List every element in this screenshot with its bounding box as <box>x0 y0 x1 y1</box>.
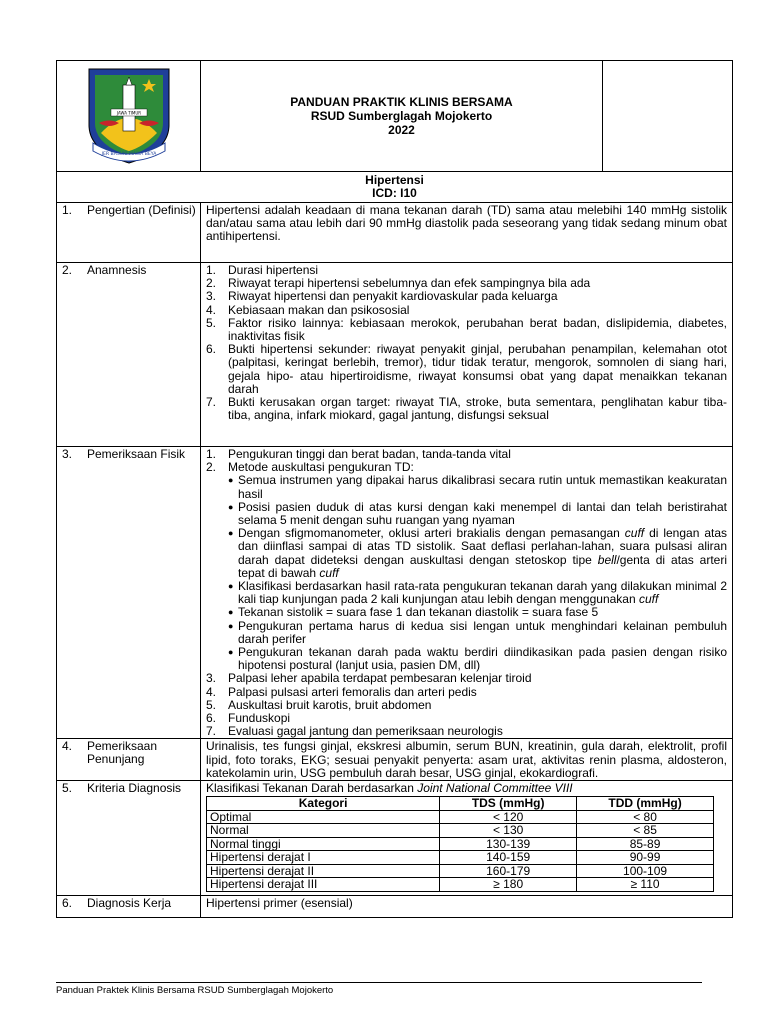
footer-text: Panduan Praktek Klinis Bersama RSUD Sumberglagah Mojokerto <box>56 985 334 996</box>
column-header: Kategori <box>207 797 440 811</box>
logo-motto: JER BASUKI MAWA BEYA <box>101 151 156 157</box>
section-row <box>57 203 733 263</box>
supporting-exam-text: Urinalisis, tes fungsi ginjal, ekskresi albumin, serum BUN, kreatinin, gula darah, elektrolit, profil lipid, foto toraks, EKG; sesuai penyakit penyerta: asam urat, aktivitas renin plasma, aldosteron, katekolamin urin, USG pembuluh darah besar, USG ginjal, ekokardiografi. <box>206 739 727 780</box>
list-item: 5. Faktor risiko lainnya: kebiasaan merokok, perubahan berat badan, dislipidemia, diabetes, inaktivitas fisik <box>206 315 727 344</box>
list-item: 6. Bukti hipertensi sekunder: riwayat penyakit ginjal, perubahan penampilan, kelemahan otot (palpitasi, keringat berlebih, tremor), tidur tidak teratur, mengorok, somnolen di siang hari, gejala hipo- atau hipertiroidisme, riwayat konsumsi obat yang dapat menaikkan tekanan darah <box>206 342 727 396</box>
section-number: 2. <box>62 263 73 277</box>
list-item: 7. Evaluasi gagal jantung dan pemeriksaan neurologis <box>206 724 503 739</box>
section-label: Anamnesis <box>87 263 147 277</box>
section-row <box>57 781 733 896</box>
section-number: 1. <box>62 203 73 217</box>
definition-text: Hipertensi adalah keadaan di mana tekanan darah (TD) sama atau melebihi 140 mmHg sistolik dan/atau sama atau lebih dari 90 mmHg diastolik pada seseorang yang tidak sedang minum obat antihipertensi. <box>206 203 727 244</box>
province-emblem-icon <box>79 63 179 167</box>
table-row: Optimal < 120 < 80 <box>207 810 714 824</box>
bullet-item: ● Dengan sfigmomanometer, oklusi arteri brakialis dengan pemasangan cuff di lengan atas dan diinflasi sampai di atas TD sistolik. Saat deflasi perlahan-lahan, suara pulsasi aliran darah dapat dideteksi dengan auskultasi dengan stetoskop tipe bell/genta di atas arteri tepat di bawah cuff <box>228 526 727 580</box>
year: 2022 <box>388 123 415 137</box>
bp-classification-table <box>206 796 714 892</box>
list-item: 1. Pengukuran tinggi dan berat badan, tanda-tanda vital <box>206 447 511 461</box>
table-header-row <box>207 797 714 811</box>
bp-method-bullets <box>228 474 727 672</box>
diagnosis-name: Hipertensi <box>365 173 424 187</box>
section-number: 4. <box>62 739 73 754</box>
guideline-table <box>56 60 733 918</box>
section-content <box>201 203 733 263</box>
document-page <box>56 60 732 918</box>
list-item: 1. Durasi hipertensi <box>206 263 319 277</box>
table-row: Hipertensi derajat I 140-159 90-99 <box>207 851 714 865</box>
list-item: 3. Palpasi leher apabila terdapat pembesaran kelenjar tiroid <box>206 671 532 686</box>
section-row <box>57 739 733 781</box>
table-row: Hipertensi derajat III ≥ 180 ≥ 110 <box>207 878 714 892</box>
header-title-cell <box>201 61 603 172</box>
section-label-cell <box>57 447 201 739</box>
table-row: Hipertensi derajat II 160-179 100-109 <box>207 864 714 878</box>
list-item: 7. Bukti kerusakan organ target: riwayat TIA, stroke, buta sementara, penglihatan kabur tiba-tiba, angina, infark miokard, gagal jantung, disfungsi seksual <box>206 395 727 423</box>
list-item: 3. Riwayat hipertensi dan penyakit kardiovaskular pada keluarga <box>206 289 558 304</box>
bullet-item: ● Semua instrumen yang dipakai harus dikalibrasi secara rutin untuk memastikan keakuratan hasil <box>228 473 727 501</box>
column-header: TDD (mmHg) <box>577 797 714 811</box>
list-item: 2. Metode auskultasi pengukuran TD: ● Semua instrumen yang dipakai harus dikalibrasi secara rutin untuk memastikan keakuratan hasil ● Posisi pasien duduk di atas kursi dengan kaki menempel di lantai dan telah beristirahat selama 5 menit dengan suhu ruangan yang nyaman ● Dengan sfigmomanometer, oklusi arteri brakialis dengan pemasangan cuff di lengan atas dan diinflasi sampai di atas TD sistolik. Saat deflasi perlahan-lahan, suara pulsasi aliran darah dapat dideteksi dengan auskultasi dengan stetoskop tipe bell/genta di atas arteri tepat di bawah cuff ● Klasifikasi berdasarkan hasil rata-rata pengukuran tekanan darah yang dilakukan minimal 2 kali tiap kunjungan pada 2 kali kunjungan atau lebih dengan menggunakan cuff ● Tekanan sistolik = suara fase 1 dan tekanan diastolik = suara fase 5 ● Pengukuran pertama harus di kedua sisi lengan untuk menghindari kelainan pembuluh darah perifer ● Pengukuran tekanan darah pada waktu berdiri diindikasikan pada pasien dengan risiko hipotensi postural (lanjut usia, pasien DM, dll) <box>206 460 727 673</box>
section-content <box>201 739 733 781</box>
section-number: 5. <box>62 781 73 796</box>
section-label: Diagnosis Kerja <box>87 895 172 910</box>
section-row <box>57 895 733 917</box>
logo-cell <box>57 61 201 172</box>
logo-shield-text: JAWA TIMUR <box>116 110 141 115</box>
working-diagnosis-text: Hipertensi primer (esensial) <box>206 895 353 910</box>
bullet-item: ● Pengukuran tekanan darah pada waktu berdiri diindikasikan pada pasien dengan risiko hipotensi postural (lanjut usia, pasien DM, dll) <box>228 645 727 673</box>
section-label: Kriteria Diagnosis <box>87 781 182 796</box>
physical-exam-list <box>206 448 727 738</box>
table-row: Normal tinggi 130-139 85-89 <box>207 837 714 851</box>
diagnosis-header <box>57 172 733 203</box>
list-item: 6. Funduskopi <box>206 711 291 726</box>
section-label: Pengertian (Definisi) <box>87 203 196 217</box>
section-label-cell <box>57 781 201 896</box>
icd-code: ICD: I10 <box>372 186 417 200</box>
section-content <box>201 263 733 447</box>
column-header: TDS (mmHg) <box>440 797 577 811</box>
table-row: Normal < 130 < 85 <box>207 824 714 838</box>
classification-intro: Klasifikasi Tekanan Darah berdasarkan Joint National Committee VIII <box>206 781 573 796</box>
section-label-cell <box>57 263 201 447</box>
section-content <box>201 781 733 896</box>
section-content <box>201 895 733 917</box>
list-item: 4. Kebiasaan makan dan psikososial <box>206 302 410 317</box>
section-label-cell <box>57 203 201 263</box>
anamnesis-list <box>206 264 727 422</box>
list-item: 2. Riwayat terapi hipertensi sebelumnya dan efek sampingnya bila ada <box>206 276 591 291</box>
list-item: 5. Auskultasi bruit karotis, bruit abdomen <box>206 697 432 712</box>
bullet-item: ● Klasifikasi berdasarkan hasil rata-rata pengukuran tekanan darah yang dilakukan minimal 2 kali tiap kunjungan pada 2 kali kunjungan atau lebih dengan menggunakan cuff <box>228 579 727 607</box>
section-row <box>57 263 733 447</box>
section-label: Pemeriksaan Penunjang <box>87 739 158 767</box>
section-label-cell <box>57 739 201 781</box>
section-label: Pemeriksaan Fisik <box>87 447 186 461</box>
section-number: 3. <box>62 447 73 461</box>
list-item: 4. Palpasi pulsasi arteri femoralis dan arteri pedis <box>206 684 477 699</box>
header-blank-cell <box>603 61 733 172</box>
page-title: PANDUAN PRAKTIK KLINIS BERSAMA <box>290 95 513 109</box>
bullet-item: ● Tekanan sistolik = suara fase 1 dan tekanan diastolik = suara fase 5 <box>228 605 599 620</box>
bullet-item: ● Pengukuran pertama harus di kedua sisi lengan untuk menghindari kelainan pembuluh darah perifer <box>228 618 727 646</box>
section-content <box>201 447 733 739</box>
section-number: 6. <box>62 895 73 910</box>
bullet-item: ● Posisi pasien duduk di atas kursi dengan kaki menempel di lantai dan telah beristirahat selama 5 menit dengan suhu ruangan yang nyaman <box>228 499 727 528</box>
section-row <box>57 447 733 739</box>
hospital-name: RSUD Sumberglagah Mojokerto <box>310 109 493 123</box>
page-footer <box>56 982 702 996</box>
section-label-cell <box>57 895 201 917</box>
